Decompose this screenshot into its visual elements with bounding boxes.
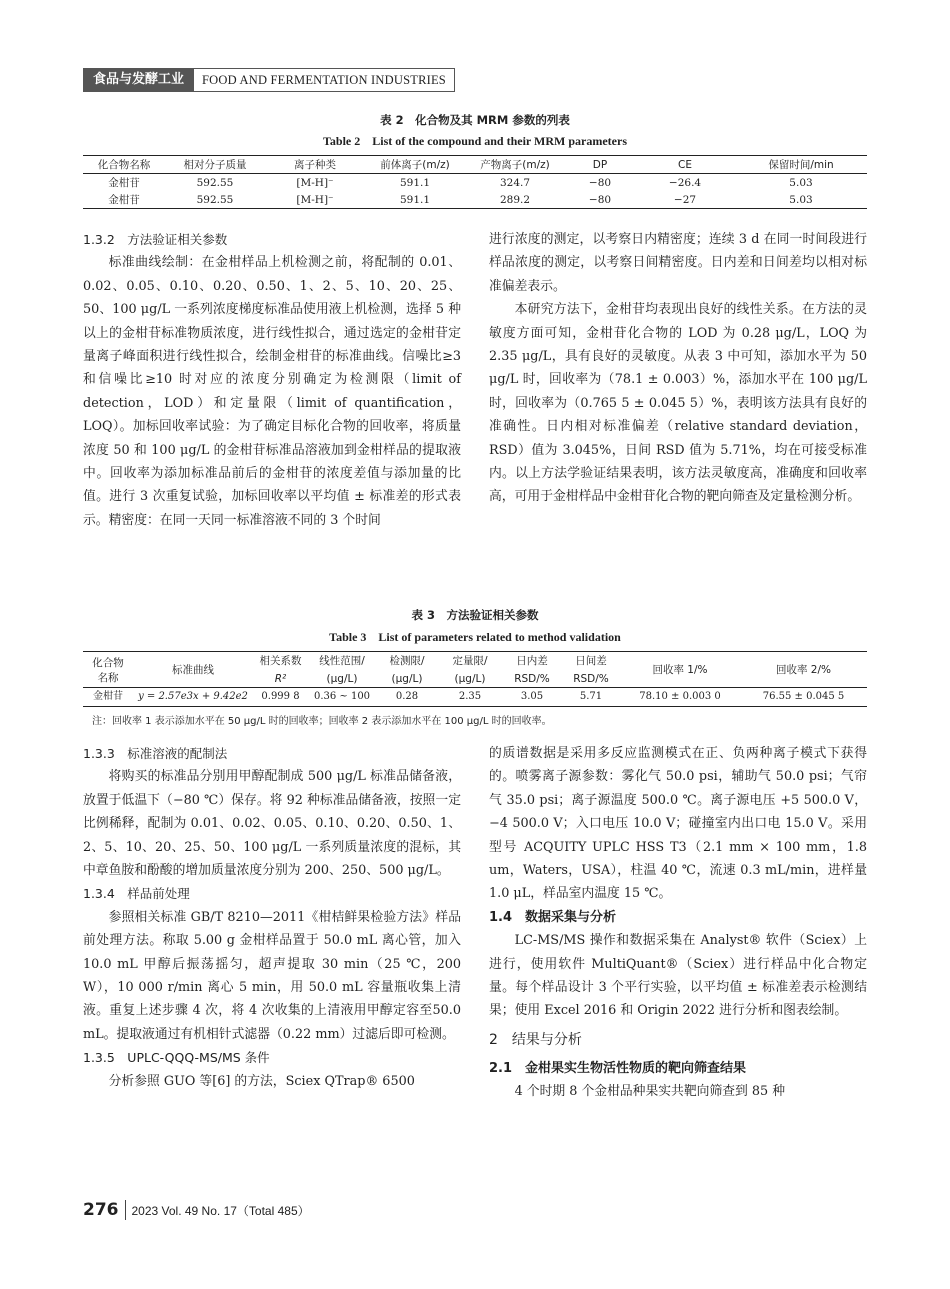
page-number: 276 [83, 1200, 126, 1220]
table3-cell: 0.28 [395, 691, 419, 702]
table2-header-cell: DP [592, 158, 608, 171]
table2-cell: −26.4 [668, 176, 702, 189]
table2-cell: −27 [673, 193, 697, 206]
journal-title-zh: 食品与发酵工业 [83, 68, 194, 92]
table3-header-cell: 日间差 [575, 655, 607, 667]
section-heading-1-3-2: 1.3.2 方法验证相关参数 [83, 232, 228, 247]
section-heading-1-4: 1.4 数据采集与分析 [489, 909, 617, 925]
table3-header-cell: 标准曲线 [172, 663, 214, 676]
table2-cell: 5.03 [789, 176, 813, 189]
section-heading-1-3-5: 1.3.5 UPLC-QQQ-MS/MS 条件 [83, 1050, 270, 1066]
journal-title-en: FOOD AND FERMENTATION INDUSTRIES [194, 68, 455, 92]
table3-cell: 3.05 [520, 691, 544, 702]
table2 [83, 155, 867, 209]
right-column-bottom [489, 742, 867, 1104]
table2-caption-en: Table 2 List of the compound and their MRM parameters [323, 134, 627, 148]
table2-cell: 5.03 [789, 193, 813, 206]
table3-header-cell: (μg/L) [454, 672, 486, 685]
table3-header-cell: 线性范围/ [319, 655, 365, 667]
section-heading-2-1: 2.1 金柑果实生物活性物质的靶向筛查结果 [489, 1060, 747, 1076]
table3-header-cell: 检测限/ [389, 655, 425, 667]
paragraph: 分析参照 GUO 等[6] 的方法，Sciex QTrap® 6500 [108, 1073, 415, 1089]
paragraph: 本研究方法下，金柑苷均表现出良好的线性关系。在方法的灵敏度方面可知，金柑苷化合物的 LOD 为 0.28 μg/L，LOQ 为 2.35 μg/L，具有良好的灵敏度。从表 3 中可知，添加水平为 50 μg/L 时，回收率为（78.1 ± 0.003）%，添加水平在 100 μg/L 时，回收率为（0.765 5 ± 0.045 5）%，表明该方法具有良好的准确性。日内相对标准偏差（relative standard deviation，RSD）值为 3.045%，日间 RSD 值为 5.71%，均在可接受标准内。以上方法学验证结果表明，该方法灵敏度高，准确度和回收率高，可用于金柑样品中金柑苷化合物的靶向筛查及定量检测分析。 [489, 302, 867, 505]
table-row [83, 688, 867, 707]
table2-header-cell: 离子种类 [294, 158, 336, 171]
left-column-bottom [83, 742, 461, 1093]
section-heading-1-3-4: 1.3.4 样品前处理 [83, 886, 190, 902]
table2-header-cell: 产物离子(m/z) [480, 158, 550, 171]
table3-note: 注：回收率 1 表示添加水平在 50 μg/L 时的回收率；回收率 2 表示添加水平在 100 μg/L 时的回收率。 [92, 716, 552, 727]
table-row [83, 191, 867, 209]
table-row [83, 174, 867, 192]
table3-caption-en: Table 3 List of parameters related to method validation [329, 630, 621, 644]
table2-header-cell: 保留时间/min [768, 158, 834, 171]
paragraph: 4 个时期 8 个金柑品种果实共靶向筛查到 85 种 [514, 1084, 786, 1100]
paragraph: LC-MS/MS 操作和数据采集在 Analyst® 软件（Sciex）上进行，使用软件 MultiQuant®（Sciex）进行样品中化合物定量。每个样品设计 3 个平行实验，以平均值 ± 标准差表示检测结果；使用 Excel 2016 和 Origin 2022 进行分析和图表绘制。 [489, 933, 867, 1019]
paragraph: 将购买的标准品分别用甲醇配制成 500 μg/L 标准品储备液，放置于低温下（−80 ℃）保存。将 92 种标准品储备液，按照一定比例稀释，配制为 0.01、0.02、0.05、0.10、0.20、0.50、1、2、5、10、20、25、50、100 μg/L 一系列质量浓度的混标，其中章鱼胺和酚酸的增加质量浓度分别为 200、250、500 μg/L。 [83, 769, 461, 879]
table2-caption-zh: 表 2 化合物及其 MRM 参数的列表 [380, 113, 570, 127]
section-heading-2: 2 结果与分析 [489, 1031, 582, 1048]
table2-header-cell: 相对分子质量 [183, 158, 247, 171]
table2-cell: 289.2 [499, 193, 531, 206]
paragraph: 标准曲线绘制：在金柑样品上机检测之前，将配制的 0.01、0.02、0.05、0.10、0.20、0.50、1、2、5、10、20、25、50、100 μg/L 一系列浓度梯度标准品使用液上机检测，选择 5 种以上的金柑苷标准物质浓度，进行线性拟合，通过选定的金柑苷定量离子峰面积进行线性拟合，绘制金柑苷的标准曲线。信噪比≥3 和信噪比≥10 时对应的浓度分别确定为检测限（limit of detection，LOD）和定量限（limit of quantification，LOQ）。加标回收率试验：为了确定目标化合物的回收率，将质量浓度 50 和 100 μg/L 的金柑苷标准品溶液加到金柑样品的提取液中。回收率为添加标准品前后的金柑苷的浓度差值与添加量的比值。进行 3 次重复试验，加标回收率以平均值 ± 标准差的形式表示。精密度：在同一天同一标准溶液不同的 3 个时间 [83, 255, 461, 528]
table2-header-row [83, 156, 867, 174]
table2-cell: −80 [588, 176, 612, 189]
right-column-top [489, 228, 867, 509]
table2-cell: 金柑苷 [108, 176, 140, 189]
table3-caption-zh: 表 3 方法验证相关参数 [411, 608, 539, 622]
table2-cell: 592.55 [196, 193, 234, 206]
table2-cell: 592.55 [196, 176, 234, 189]
table3-cell: 76.55 ± 0.045 5 [762, 691, 845, 702]
table3-header-cell: 回收率 1/% [652, 663, 708, 676]
table2-cell: [M-H]⁻ [296, 176, 334, 189]
journal-header [83, 68, 455, 92]
table3-header-cell: 名称 [97, 671, 119, 684]
table3-header-cell: 定量限/ [452, 655, 488, 667]
table2-cell: 591.1 [399, 193, 431, 206]
table2-cell: 591.1 [399, 176, 431, 189]
table3-header-cell: 回收率 2/% [775, 663, 832, 676]
table3 [83, 651, 867, 707]
table3-cell: 5.71 [579, 691, 603, 702]
table3-header-cell: (μg/L) [391, 672, 423, 685]
table3-header-cell: RSD/% [514, 672, 550, 685]
table3-header-row [83, 652, 867, 671]
table3-header-cell: (μg/L) [326, 672, 358, 685]
table2-cell: 金柑苷 [108, 193, 140, 206]
table3-header-cell: R² [274, 672, 287, 685]
table3-header-cell: 相关系数 [259, 655, 302, 667]
table3-cell: 0.999 8 [261, 691, 300, 702]
table3-cell: y = 2.57e3x + 9.42e2 [138, 691, 248, 702]
page-footer [83, 1200, 310, 1220]
paragraph: 进行浓度的测定，以考察日内精密度；连续 3 d 在同一时间段进行样品浓度的测定，以考察日间精密度。日内差和日间差均以相对标准偏差表示。 [489, 232, 867, 294]
table2-cell: −80 [588, 193, 612, 206]
table3-cell: 金柑苷 [93, 691, 123, 702]
table2-cell: 324.7 [499, 176, 531, 189]
table2-cell: [M-H]⁻ [296, 193, 334, 206]
table3-cell: 2.35 [458, 691, 482, 702]
table3-header-cell: RSD/% [573, 672, 609, 685]
paragraph: 的质谱数据是采用多反应监测模式在正、负两种离子模式下获得的。喷雾离子源参数：雾化气 50.0 psi，辅助气 50.0 psi；气帘气 35.0 psi；离子源温度 500.0 ℃。离子源电压 +5 500.0 V，−4 500.0 V；入口电压 10.0 V；碰撞室内出口电 15.0 V。采用型号 ACQUITY UPLC HSS T3（2.1 mm × 100 mm，1.8 um，Waters，USA），柱温 40 ℃，流速 0.3 mL/min，进样量 1.0 μL，样品室内温度 15 ℃。 [489, 746, 867, 902]
table3-header-cell: 化合物 [92, 656, 124, 669]
left-column-top [83, 228, 461, 532]
table2-header-cell: CE [678, 158, 692, 171]
table2-header-cell: 化合物名称 [97, 158, 151, 171]
volume-info: 2023 Vol. 49 No. 17（Total 485） [131, 1203, 310, 1218]
table2-header-cell: 前体离子(m/z) [380, 158, 450, 171]
table3-cell: 78.10 ± 0.003 0 [639, 691, 721, 702]
paragraph: 参照相关标准 GB/T 8210—2011《柑桔鲜果检验方法》样品前处理方法。称取 5.00 g 金柑样品置于 50.0 mL 离心管，加入 10.0 mL 甲醇后振荡摇匀，超声提取 30 min（25 ℃，200 W），10 000 r/min 离心 5 min，用 50.0 mL 容量瓶收集上清液。重复上述步骤 4 次，将 4 次收集的上清液用甲醇定容至50.0 mL。提取液通过有机相针式滤器（0.22 mm）过滤后即可检测。 [83, 909, 461, 1042]
section-heading-1-3-3: 1.3.3 标准溶液的配制法 [83, 746, 228, 761]
table3-cell: 0.36 ~ 100 [313, 691, 371, 702]
table3-header-cell: 日内差 [516, 655, 548, 667]
